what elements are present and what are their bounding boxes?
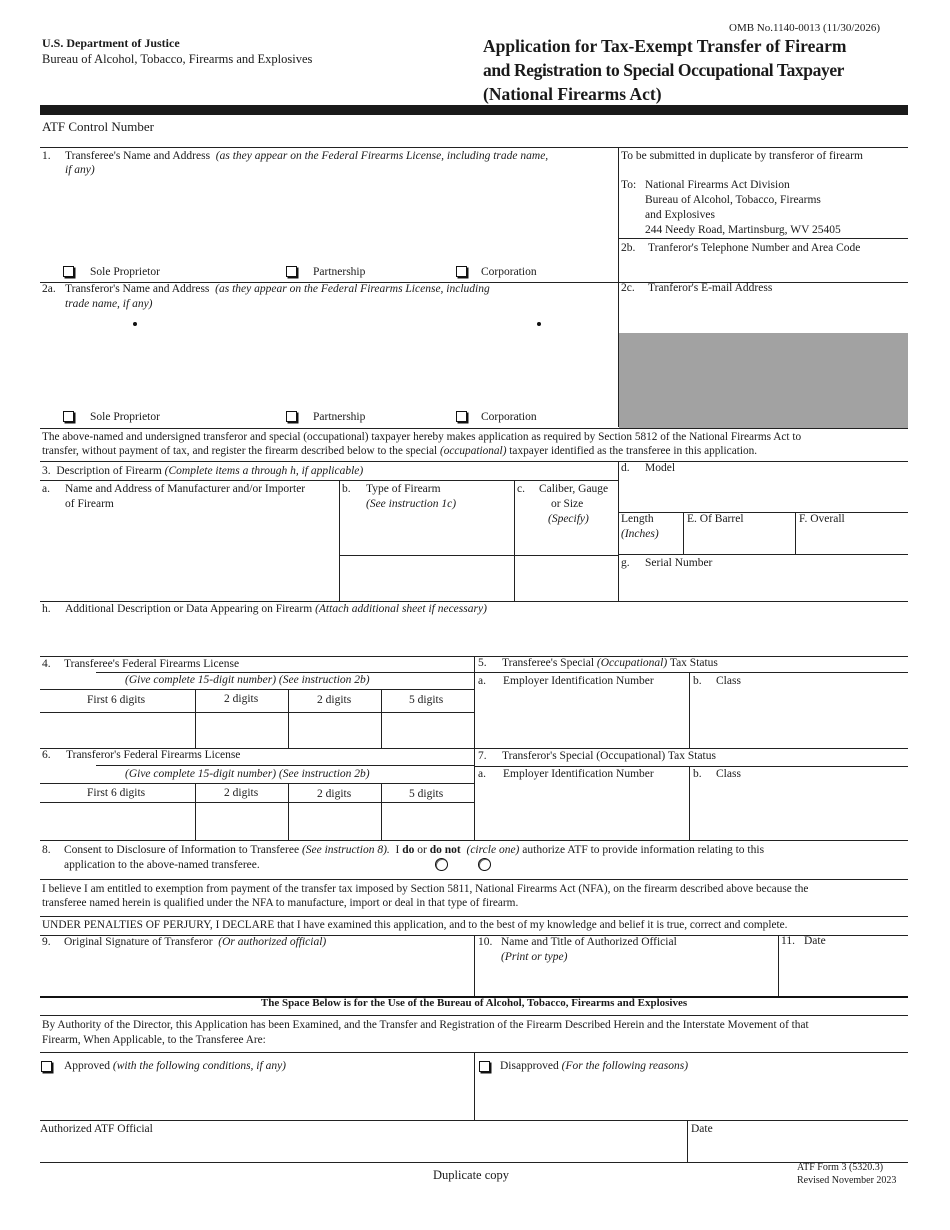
transferee-ffl-label: Transferee's Federal Firearms License (64, 658, 240, 670)
model-field[interactable] (620, 478, 906, 510)
transferor-sole-proprietor-checkbox[interactable] (63, 411, 74, 422)
transferor-ffl-first-6-field[interactable] (41, 803, 194, 839)
transferor-signature-label: Original Signature of Transferor (Or authorized official) (64, 936, 327, 948)
manufacturer-label: Name and Address of Manufacturer and/or Importer (65, 483, 306, 495)
signature-date-field[interactable] (780, 952, 906, 994)
consent-disclosure-label: Consent to Disclosure of Information to Transferee (See instruction 8). I do or do not (circle one) authorize ATF to provide information relating to this (64, 844, 765, 856)
transferor-email-label: Tranferor's E-mail Address (648, 282, 773, 294)
header-rule (40, 105, 908, 115)
item1-label: Transferee's Name and Address (as they appear on the Federal Firearms License, including trade name, (65, 150, 549, 162)
atf-official-signature-field[interactable] (42, 1138, 684, 1160)
nfa-division-address-line-4: 244 Needy Road, Martinsburg, WV 25405 (645, 224, 841, 236)
partnership-label: Partnership (313, 266, 366, 278)
additional-description-field[interactable] (42, 618, 906, 654)
transferee-tax-status-label: Transferee's Special (Occupational) Tax Status (502, 657, 718, 669)
barrel-length-label: E. Of Barrel (687, 513, 744, 525)
caliber-field[interactable] (516, 557, 617, 599)
barrel-length-field[interactable] (685, 528, 793, 552)
omb-number: OMB No.1140-0013 (11/30/2026) (729, 22, 881, 34)
transferor-phone-field[interactable] (620, 257, 906, 281)
transferee-class-label: Class (716, 675, 741, 687)
application-declaration: The above-named and undersigned transferor and special (occupational) taxpayer hereby makes application as required by Section 5812 of the National Firearms Act to (42, 431, 802, 443)
transferor-tax-status-label: Transferor's Special (Occupational) Tax Status (502, 750, 716, 762)
control-number-field[interactable] (170, 118, 610, 144)
transferee-ffl-first-6-field[interactable] (41, 713, 194, 747)
transferor-name-address-field[interactable] (42, 314, 612, 402)
firearm-type-field[interactable] (341, 557, 513, 599)
atf-date-field[interactable] (689, 1138, 906, 1160)
transferee-class-field[interactable] (691, 690, 906, 746)
shaded-block (619, 333, 908, 428)
length-label: Length (621, 513, 654, 525)
transferee-ffl-2-digits-a-field[interactable] (196, 713, 287, 747)
overall-length-label: F. Overall (799, 513, 845, 525)
bureau-name: Bureau of Alcohol, Tobacco, Firearms and Explosives (42, 52, 313, 66)
transferor-partnership-checkbox[interactable] (286, 411, 297, 422)
form-title-line-3: (National Firearms Act) (483, 84, 662, 104)
consent-do-not-radio[interactable] (478, 858, 491, 871)
transferor-corporation-checkbox[interactable] (456, 411, 467, 422)
form-number: ATF Form 3 (5320.3) (797, 1162, 884, 1173)
authorized-atf-official-label: Authorized ATF Official (40, 1123, 153, 1135)
transferee-corporation-checkbox[interactable] (456, 266, 467, 277)
transferor-ein-label: Employer Identification Number (503, 768, 654, 780)
transferor-email-field[interactable] (620, 298, 906, 330)
transferee-ein-field[interactable] (476, 690, 687, 746)
date-label: Date (804, 935, 826, 947)
exemption-statement: I believe I am entitled to exemption from payment of the transfer tax imposed by Section 5811, National Firearms Act (NFA), on the firearm described above because the (42, 883, 809, 895)
duplicate-copy-label: Duplicate copy (433, 1168, 510, 1182)
atf-use-banner: The Space Below is for the Use of the Bureau of Alcohol, Tobacco, Firearms and Explosives (260, 997, 688, 1009)
revision-date: Revised November 2023 (797, 1175, 897, 1186)
atf-authority-statement: By Authority of the Director, this Application has been Examined, and the Transfer and Registration of the Firearm Described Herein and the Interstate Movement of that (42, 1019, 809, 1031)
firearm-type-label: Type of Firearm (366, 483, 441, 495)
approved-label: Approved (with the following conditions, if any) (64, 1060, 287, 1072)
submission-instruction: To be submitted in duplicate by transferor of firearm (621, 150, 863, 162)
nfa-division-address-line-1: National Firearms Act Division (645, 179, 790, 191)
transferee-name-address-field[interactable] (42, 180, 612, 260)
form-title-line-1: Application for Tax-Exempt Transfer of Firearm (483, 36, 847, 56)
serial-number-label: Serial Number (645, 557, 713, 569)
transferor-signature-field[interactable] (42, 952, 472, 994)
manufacturer-field[interactable] (42, 514, 336, 598)
disapproved-label: Disapproved (For the following reasons) (500, 1060, 689, 1072)
transferor-class-field[interactable] (691, 783, 906, 839)
control-number-label: ATF Control Number (42, 119, 154, 134)
transferee-sole-proprietor-checkbox[interactable] (63, 266, 74, 277)
corporation-label: Corporation (481, 266, 537, 278)
transferee-ffl-2-digits-b-field[interactable] (289, 713, 380, 747)
perjury-declaration: UNDER PENALTIES OF PERJURY, I DECLARE that I have examined this application, and to the best of my knowledge and belief it is true, correct and complete. (42, 919, 788, 931)
transferor-phone-label: Tranferor's Telephone Number and Area Code (648, 242, 861, 254)
caliber-label: Caliber, Gauge (539, 483, 609, 495)
serial-number-field[interactable] (620, 572, 906, 599)
consent-do-radio[interactable] (435, 858, 448, 871)
item3-label: 3. Description of Firearm (Complete items a through h, if applicable) (42, 465, 364, 477)
approved-checkbox[interactable] (41, 1061, 52, 1072)
transferee-ein-label: Employer Identification Number (503, 675, 654, 687)
transferor-ein-field[interactable] (476, 783, 687, 839)
sole-proprietor-label: Sole Proprietor (90, 266, 160, 278)
transferee-ffl-5-digits-field[interactable] (382, 713, 473, 747)
transferor-ffl-label: Transferor's Federal Firearms License (66, 749, 241, 761)
transferor-ffl-5-digits-field[interactable] (382, 803, 473, 839)
form-title-line-2: and Registration to Special Occupational Taxpayer (483, 60, 845, 80)
nfa-division-address-line-3: and Explosives (645, 209, 715, 221)
atf-date-label: Date (691, 1123, 713, 1135)
nfa-division-address-line-2: Bureau of Alcohol, Tobacco, Firearms (645, 194, 821, 206)
disapproved-checkbox[interactable] (479, 1061, 490, 1072)
transferor-class-label: Class (716, 768, 741, 780)
transferee-partnership-checkbox[interactable] (286, 266, 297, 277)
overall-length-field[interactable] (797, 528, 906, 552)
item2a-label: Transferor's Name and Address (as they appear on the Federal Firearms License, including (65, 283, 490, 295)
department-name: U.S. Department of Justice (42, 36, 180, 50)
model-label: Model (645, 462, 676, 474)
additional-description-label: Additional Description or Data Appearing on Firearm (Attach additional sheet if necessary) (65, 603, 487, 615)
transferor-ffl-2-digits-a-field[interactable] (196, 803, 287, 839)
authorized-official-field[interactable] (476, 966, 776, 994)
authorized-official-label: Name and Title of Authorized Official (501, 936, 677, 948)
transferor-ffl-2-digits-b-field[interactable] (289, 803, 380, 839)
